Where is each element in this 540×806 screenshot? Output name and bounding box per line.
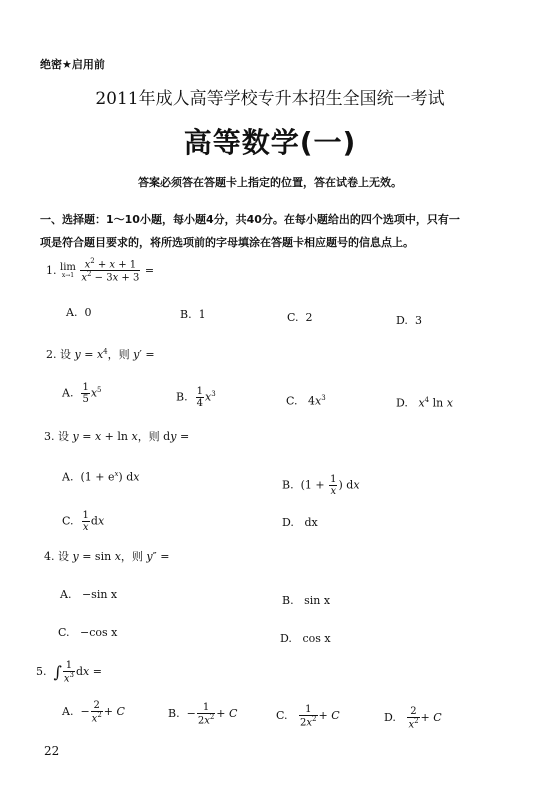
- q5-option-a: A. − $\frac{2}{x^2}$ + C: [62, 700, 125, 725]
- question-1: 1. lim x→1 $\frac{x^2 + x + 1}{x^2 - 3x + 3}$ =: [46, 257, 155, 284]
- q3-option-a: A. $(1 + e^x)$ dx: [62, 470, 140, 484]
- question-2: 2. 设 $y = x^4$，则 y′ =: [46, 347, 155, 361]
- secret-label: 绝密★启用前: [40, 58, 105, 71]
- q4-option-c: C. −cos x: [58, 626, 118, 639]
- q4-option-d: D. cos x: [280, 632, 331, 645]
- q5-option-b: B. − $\frac{1}{2x^2}$ + C: [168, 702, 238, 727]
- instruction-line-1: 一、选择题：1～10小题，每小题4分，共40分。在每小题给出的四个选项中，只有一: [40, 213, 460, 226]
- q2-option-b: B. $\frac{1}{4}$ $x^3$: [176, 386, 216, 409]
- q2-option-d: D. $x^4$ ln x: [396, 396, 453, 410]
- q3-option-d: D. dx: [282, 516, 318, 529]
- q1-option-d: D. 3: [396, 314, 422, 327]
- subject-title: 高等数学(一): [183, 126, 357, 159]
- q2-option-a: A. $\frac{1}{5}$ $x^5$: [62, 382, 102, 405]
- question-4: 4. 设 y = sin x，则 y″ =: [44, 550, 170, 563]
- q4-option-b: B. sin x: [282, 594, 331, 607]
- q3-option-c: C. $\frac{1}{x}$ dx: [62, 510, 105, 533]
- answer-notice: 答案必须答在答题卡上指定的位置，答在试卷上无效。: [138, 176, 402, 189]
- q5-option-c: C. $\frac{1}{2x^2}$ + C: [276, 704, 340, 729]
- q5-option-d: D. $\frac{2}{x^2}$ + C: [384, 706, 442, 731]
- instruction-line-2: 项是符合题目要求的，将所选项前的字母填涂在答题卡相应题号的信息点上。: [40, 236, 414, 249]
- integral-sign: ∫: [53, 662, 62, 682]
- q2-option-c: C. $4x^3$: [286, 394, 326, 408]
- question-5: 5. ∫ $\frac{1}{x^3}$ dx =: [36, 660, 102, 685]
- q4-option-a: A. −sin x: [60, 588, 118, 601]
- page-number: 22: [44, 744, 60, 758]
- q3-option-b: B. (1 + $\frac{1}{x}$ ) dx: [282, 474, 360, 497]
- limit-operator: lim x→1: [60, 261, 76, 279]
- q1-option-c: C. 2: [287, 311, 313, 324]
- question-3: 3. 设 y = x + ln x，则 dy =: [44, 430, 190, 443]
- q1-option-b: B. 1: [180, 308, 206, 321]
- question-number: 1.: [46, 263, 57, 277]
- q1-option-a: A. 0: [66, 306, 92, 319]
- exam-title: 2011年成人高等学校专升本招生全国统一考试: [95, 89, 445, 109]
- fraction: $\frac{x^2 + x + 1}{x^2 - 3x + 3}$: [81, 257, 140, 284]
